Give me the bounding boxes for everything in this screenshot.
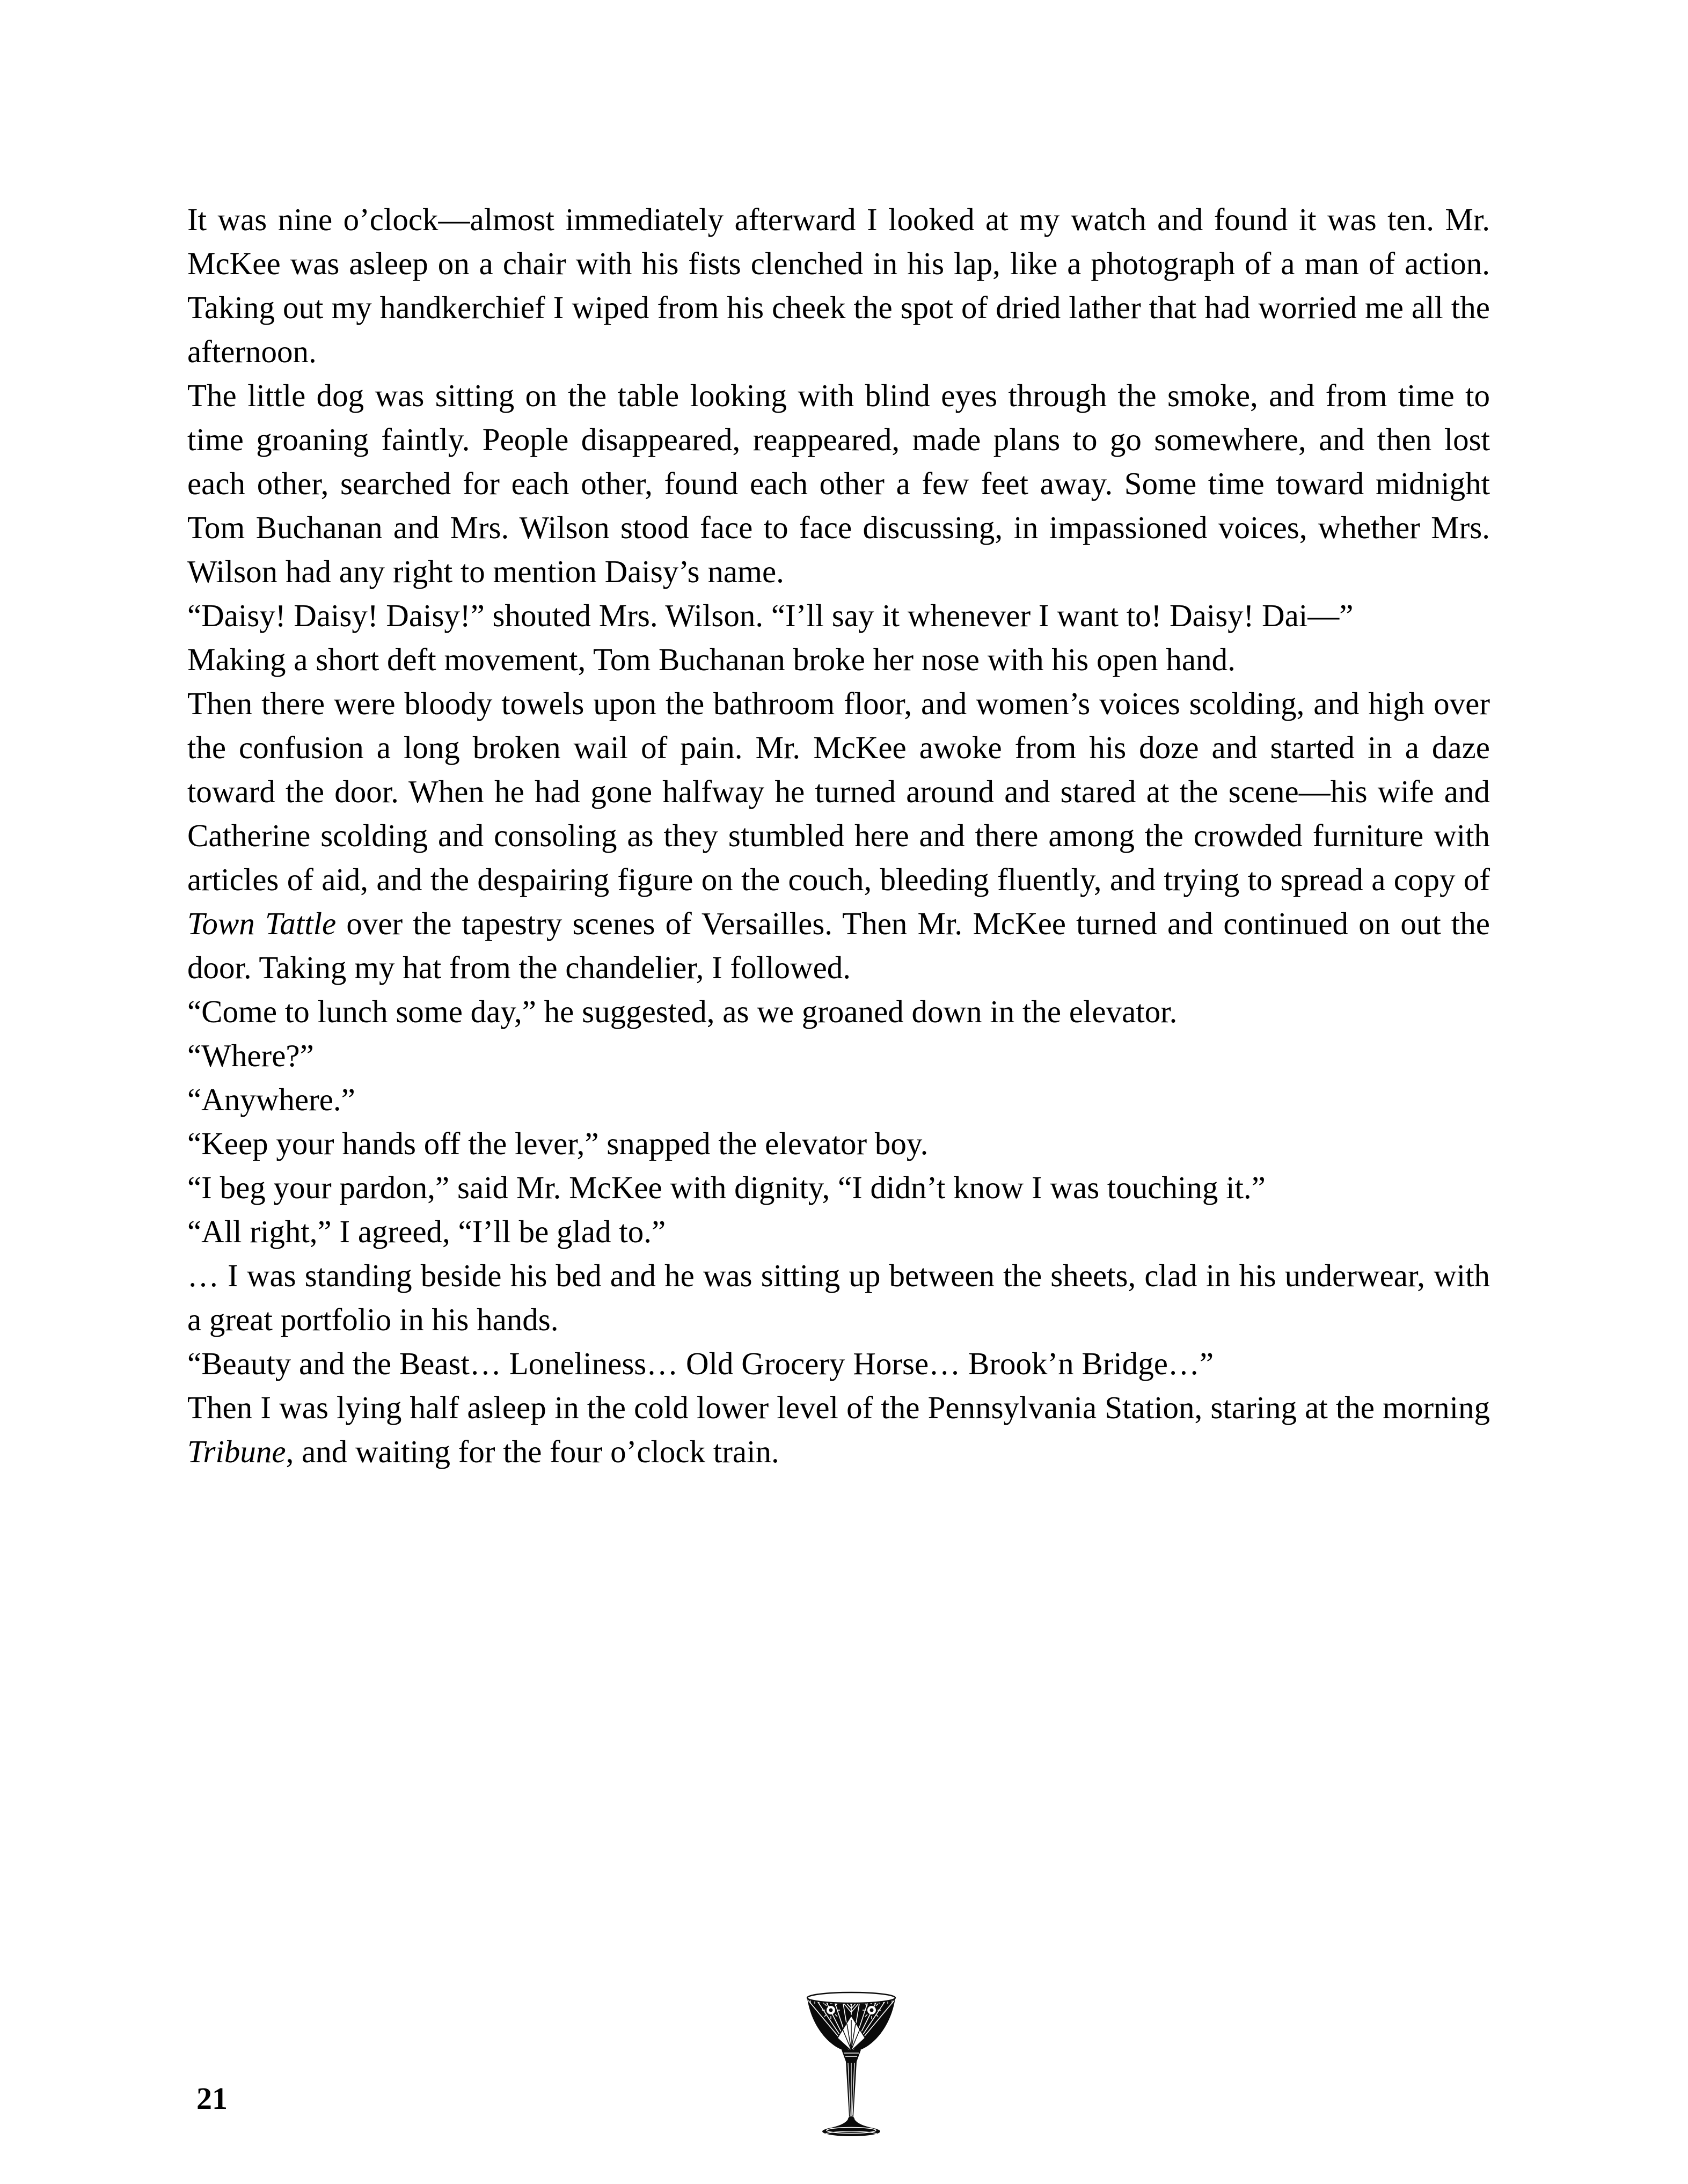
paragraph: Then there were bloody towels upon the bathroom floor, and women’s voices scolding, and high over the confusion a long broken wail of pain. Mr. McKee awoke from his doze and started in a daze toward the door. When he had gone halfway he turned around and stared at the scene—his wife and Catherine scolding and consoling as they stumbled here and there among the crowded furniture with articles of aid, and the despairing figure on the couch, bleeding fluently, and trying to spread a copy of Town Tattle over the tapestry scenes of Versailles. Then Mr. McKee turned and continued on out the door. Taking my hat from the chandelier, I followed.	[187, 686, 1490, 985]
paragraph: Then I was lying half asleep in the cold lower level of the Pennsylvania Station, staring at the morning Tribune, and waiting for the four o’clock train.	[187, 1390, 1490, 1469]
paragraph: “Beauty and the Beast… Loneliness… Old Grocery Horse… Brook’n Bridge…”	[187, 1346, 1214, 1381]
page-number: 21	[196, 2081, 228, 2116]
paragraph: … I was standing beside his bed and he was sitting up between the sheets, clad in his underwear, with a great portfolio in his hands.	[187, 1258, 1490, 1337]
paragraph: The little dog was sitting on the table looking with blind eyes through the smoke, and from time to time groaning faintly. People disappeared, reappeared, made plans to go somewhere, and then lost each other, searched for each other, found each other a few feet away. Some time toward midnight Tom Buchanan and Mrs. Wilson stood face to face discussing, in impassioned voices, whether Mrs. Wilson had any right to mention Daisy’s name.	[187, 378, 1490, 589]
paragraph: “Come to lunch some day,” he suggested, as we groaned down in the elevator.	[187, 994, 1178, 1029]
paragraph: “All right,” I agreed, “I’ll be glad to.”	[187, 1214, 666, 1249]
paragraph: “I beg your pardon,” said Mr. McKee with dignity, “I didn’t know I was touching it.”	[187, 1170, 1266, 1205]
page-text	[187, 197, 1490, 1474]
paragraph: “Anywhere.”	[187, 1082, 355, 1117]
paragraph: Making a short deft movement, Tom Buchanan broke her nose with his open hand.	[187, 642, 1236, 677]
paragraph: “Keep your hands off the lever,” snapped the elevator boy.	[187, 1126, 929, 1161]
paragraph: It was nine o’clock—almost immediately afterward I looked at my watch and found it was ten. Mr. McKee was asleep on a chair with his fists clenched in his lap, like a photograph of a man of action. Taking out my handkerchief I wiped from his cheek the spot of dried lather that had worried me all the afternoon.	[187, 202, 1490, 369]
paragraph: “Where?”	[187, 1038, 314, 1073]
art-deco-cocktail-glass-icon	[805, 1991, 897, 2140]
paragraph: “Daisy! Daisy! Daisy!” shouted Mrs. Wilson. “I’ll say it whenever I want to! Daisy! Dai—”	[187, 598, 1354, 633]
